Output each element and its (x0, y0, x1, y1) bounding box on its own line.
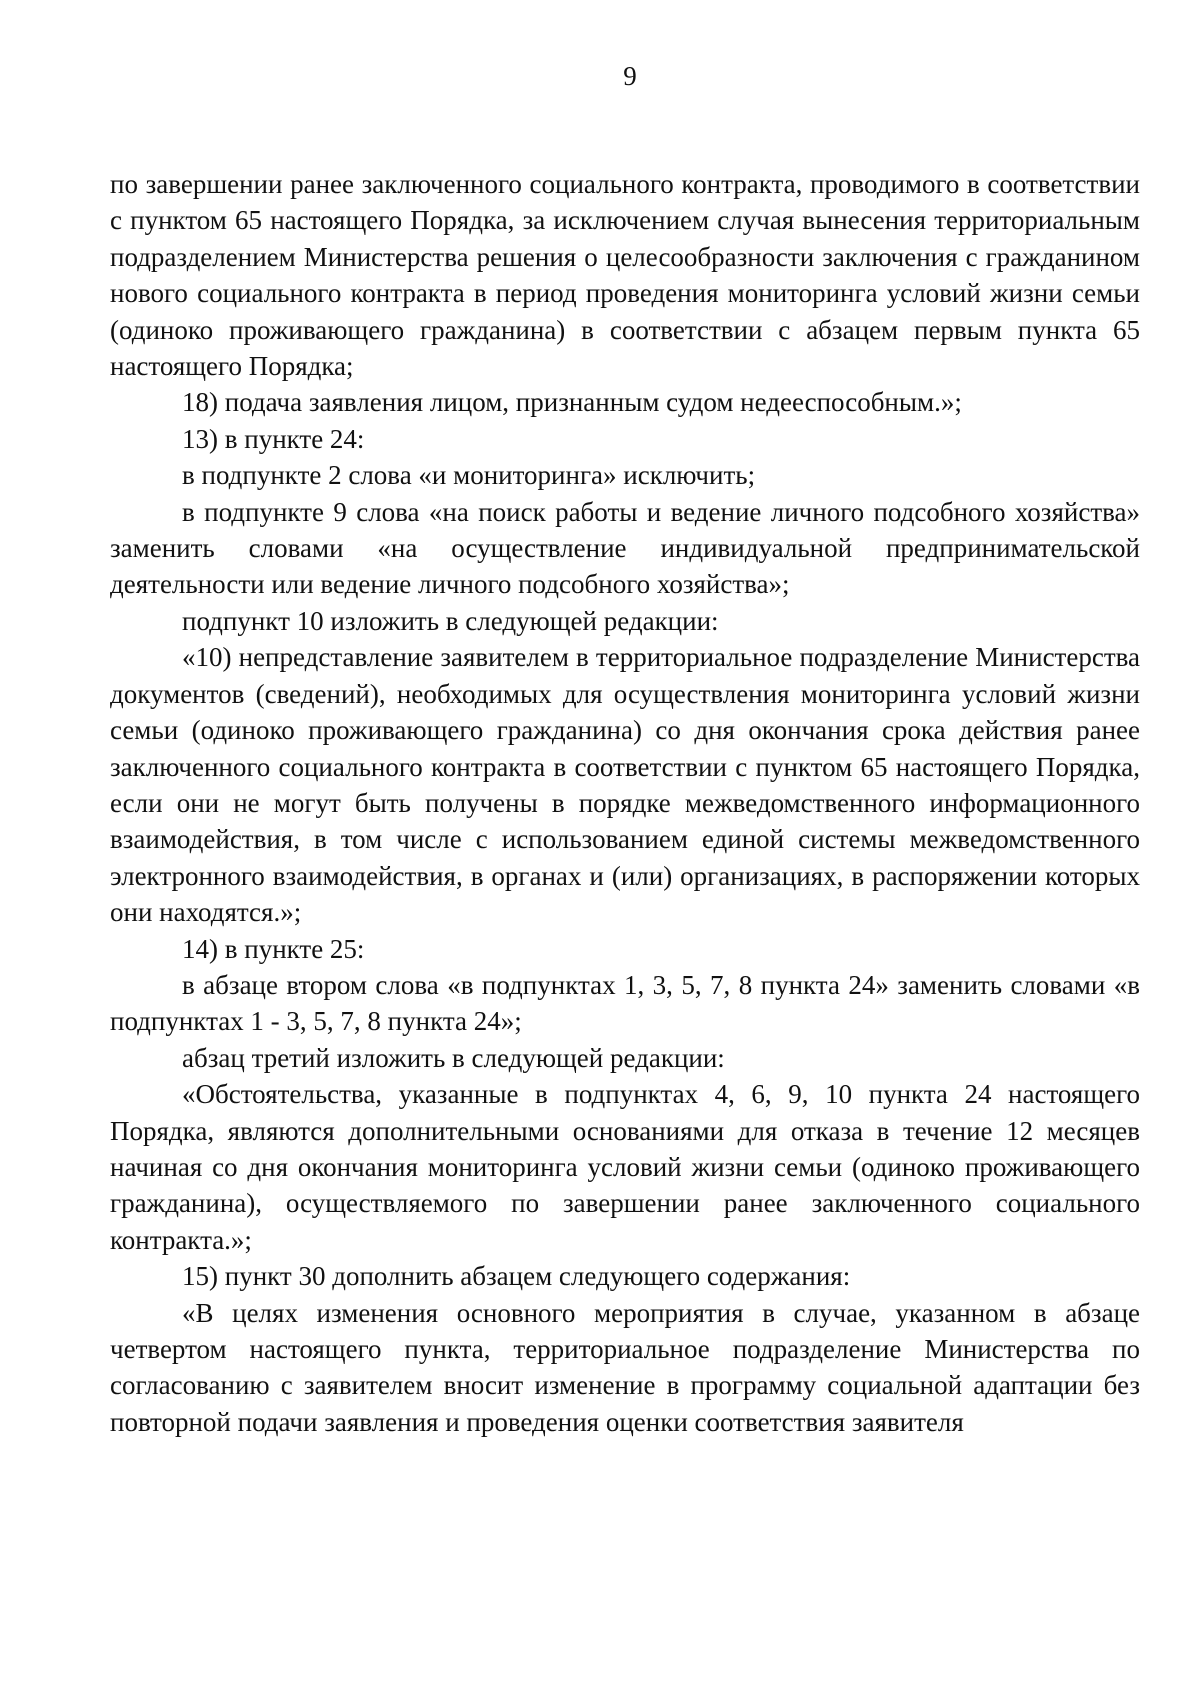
document-body (110, 166, 1140, 1440)
paragraph: в абзаце втором слова «в подпунктах 1, 3, 5, 7, 8 пункта 24» заменить словами «в подпунктах 1 - 3, 5, 7, 8 пункта 24»; (110, 969, 1140, 1037)
paragraph: в подпункте 9 слова «на поиск работы и ведение личного подсобного хозяйства» заменить словами «на осуществление индивидуальной предпринимательской деятельности или ведение личного подсобного хозяйства»; (110, 496, 1140, 600)
paragraph: «В целях изменения основного мероприятия в случае, указанном в абзаце четвертом настоящего пункта, территориальное подразделение Министерства по согласованию с заявителем вносит изменение в программу социальной адаптации без повторной подачи заявления и проведения оценки соответствия заявителя (110, 1297, 1140, 1437)
paragraph: «10) непредставление заявителем в территориальное подразделение Министерства документов (сведений), необходимых для осуществления мониторинга условий жизни семьи (одиноко проживающего гражданина) со дня окончания срока действия ранее заключенного социального контракта в соответствии с пунктом 65 настоящего Порядка, если они не могут быть получены в порядке межведомственного информационного взаимодействия, в том числе с использованием единой системы межведомственного электронного взаимодействия, в органах и (или) организациях, в распоряжении которых они находятся.»; (110, 642, 1140, 928)
paragraph: «Обстоятельства, указанные в подпунктах 4, 6, 9, 10 пункта 24 настоящего Порядка, являются дополнительными основаниями для отказа в течение 12 месяцев начиная со дня окончания мониторинга условий жизни семьи (одиноко проживающего гражданина), осуществляемого по завершении ранее заключенного социального контракта.»; (110, 1079, 1140, 1255)
paragraph: 15) пункт 30 дополнить абзацем следующего содержания: (182, 1261, 851, 1292)
paragraph: по завершении ранее заключенного социального контракта, проводимого в соответствии с пунктом 65 настоящего Порядка, за исключением случая вынесения территориальным подразделением Министерства решения о целесообразности заключения с гражданином нового социального контракта в период проведения мониторинга условий жизни семьи (одиноко проживающего гражданина) в соответствии с абзацем первым пункта 65 настоящего Порядка; (110, 169, 1140, 382)
paragraph: в подпункте 2 слова «и мониторинга» исключить; (182, 460, 756, 491)
paragraph: подпункт 10 изложить в следующей редакции: (182, 605, 719, 636)
paragraph: 13) в пункте 24: (182, 423, 365, 454)
paragraph: 14) в пункте 25: (182, 933, 365, 964)
paragraph: абзац третий изложить в следующей редакции: (182, 1042, 725, 1073)
paragraph: 18) подача заявления лицом, признанным судом недееспособным.»; (182, 387, 962, 418)
page-number: 9 (623, 61, 637, 91)
